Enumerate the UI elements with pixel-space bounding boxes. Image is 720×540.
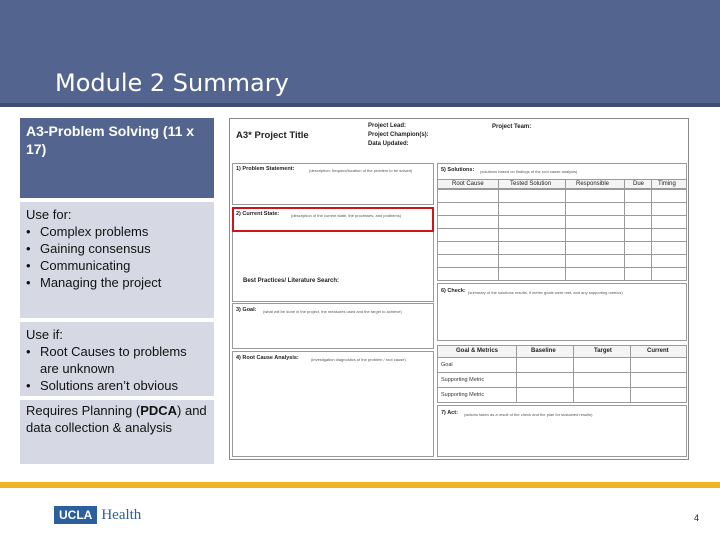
root-cause-cell	[232, 351, 434, 457]
problem-statement-hint: (description: frequent/location of the problem to be solved)	[309, 168, 413, 173]
column-header: Due	[633, 181, 645, 187]
metrics-row	[437, 357, 517, 373]
metrics-grid	[516, 357, 687, 403]
solutions-col-due	[624, 179, 652, 189]
column-header: Root Cause	[452, 181, 484, 187]
column-header: Goal & Metrics	[456, 348, 499, 354]
a3-heading: A3-Problem Solving (11 x 17)	[26, 123, 195, 157]
list-item: • Root Causes to problems are unknown	[26, 343, 208, 377]
logo-badge: UCLA	[54, 506, 97, 524]
slide-title: Module 2 Summary	[55, 69, 289, 97]
act-hint: (actions taken as a result of the check and the plan for sustained results)	[464, 412, 593, 417]
column-header: Timing	[658, 181, 676, 187]
solutions-col-root-cause	[437, 179, 499, 189]
list-item: • Communicating	[26, 257, 208, 274]
use-for-list	[26, 223, 208, 291]
a3-heading-box	[20, 118, 214, 198]
a3-template-image	[229, 118, 689, 460]
use-if-list	[26, 343, 208, 394]
a3-lead: Project Lead:	[368, 123, 407, 129]
act-label: 7) Act:	[441, 410, 458, 416]
problem-statement-cell	[232, 163, 434, 205]
column-header: Target	[594, 348, 612, 354]
header-rule	[0, 103, 720, 107]
solutions-col-responsible	[565, 179, 625, 189]
current-state-label: 2) Current State:	[236, 211, 280, 217]
list-item: • Gaining consensus	[26, 240, 208, 257]
goal-cell	[232, 303, 434, 349]
problem-statement-label: 1) Problem Statement:	[236, 166, 295, 172]
a3-team: Project Team:	[492, 124, 532, 130]
metrics-row-label: Goal	[441, 362, 453, 368]
metrics-row	[437, 387, 517, 403]
list-item: • Solutions aren’t obvious	[26, 377, 208, 394]
goal-label: 3) Goal:	[236, 307, 257, 313]
root-cause-hint: (investigation diagnostics of the problem / root cause)	[311, 357, 406, 362]
footer-accent-bar	[0, 482, 720, 488]
logo-text: Health	[101, 506, 142, 523]
ucla-health-logo	[54, 506, 141, 524]
use-if-box	[20, 322, 214, 396]
a3-champion: Project Champion(s):	[368, 132, 429, 138]
metrics-row-label: Supporting Metric	[441, 392, 485, 398]
slide-header	[0, 0, 720, 107]
use-for-box	[20, 202, 214, 318]
pdca-text: PDCA	[140, 403, 178, 418]
metrics-row	[437, 372, 517, 388]
solutions-hint: (solutions based on findings of the root cause analysis)	[480, 169, 578, 174]
solutions-col-tested	[498, 179, 566, 189]
use-if-title: Use if:	[26, 327, 63, 342]
root-cause-label: 4) Root Cause Analysis:	[236, 355, 299, 361]
best-practices-label: Best Practices/ Literature Search:	[243, 278, 340, 284]
solutions-col-timing	[651, 179, 687, 189]
list-item: • Complex problems	[26, 223, 208, 240]
list-item: • Managing the project	[26, 274, 208, 291]
use-for-title: Use for:	[26, 207, 72, 222]
check-cell	[437, 283, 687, 341]
column-header: Current	[647, 348, 669, 354]
page-number: 4	[694, 513, 700, 523]
act-cell	[437, 405, 687, 457]
column-header: Responsible	[576, 181, 610, 187]
solutions-label: 5) Solutions:	[441, 167, 475, 173]
a3-title: A3* Project Title	[236, 130, 309, 141]
current-state-highlight	[232, 207, 434, 232]
column-header: Tested Solution	[510, 181, 552, 187]
solutions-grid-cols	[498, 189, 499, 281]
solutions-grid-rows	[437, 189, 687, 281]
a3-date: Data Updated:	[368, 141, 409, 147]
column-header: Baseline	[531, 348, 556, 354]
metrics-grid-cols	[573, 357, 574, 403]
check-label: 6) Check:	[441, 288, 466, 294]
requires-suffix: ) and data collection & analysis	[26, 403, 207, 435]
goal-hint: (what will be done in the project, the measures used and the target to achieve)	[263, 309, 402, 314]
requires-box	[20, 400, 214, 464]
requires-prefix: Requires Planning (	[26, 403, 141, 418]
metrics-row-label: Supporting Metric	[441, 377, 485, 383]
check-hint: (summary of the solutions results, if metric goals were met, and any supporting metrics)	[468, 290, 623, 295]
current-state-hint: (description of the current state, the processes, and problems)	[291, 213, 402, 218]
